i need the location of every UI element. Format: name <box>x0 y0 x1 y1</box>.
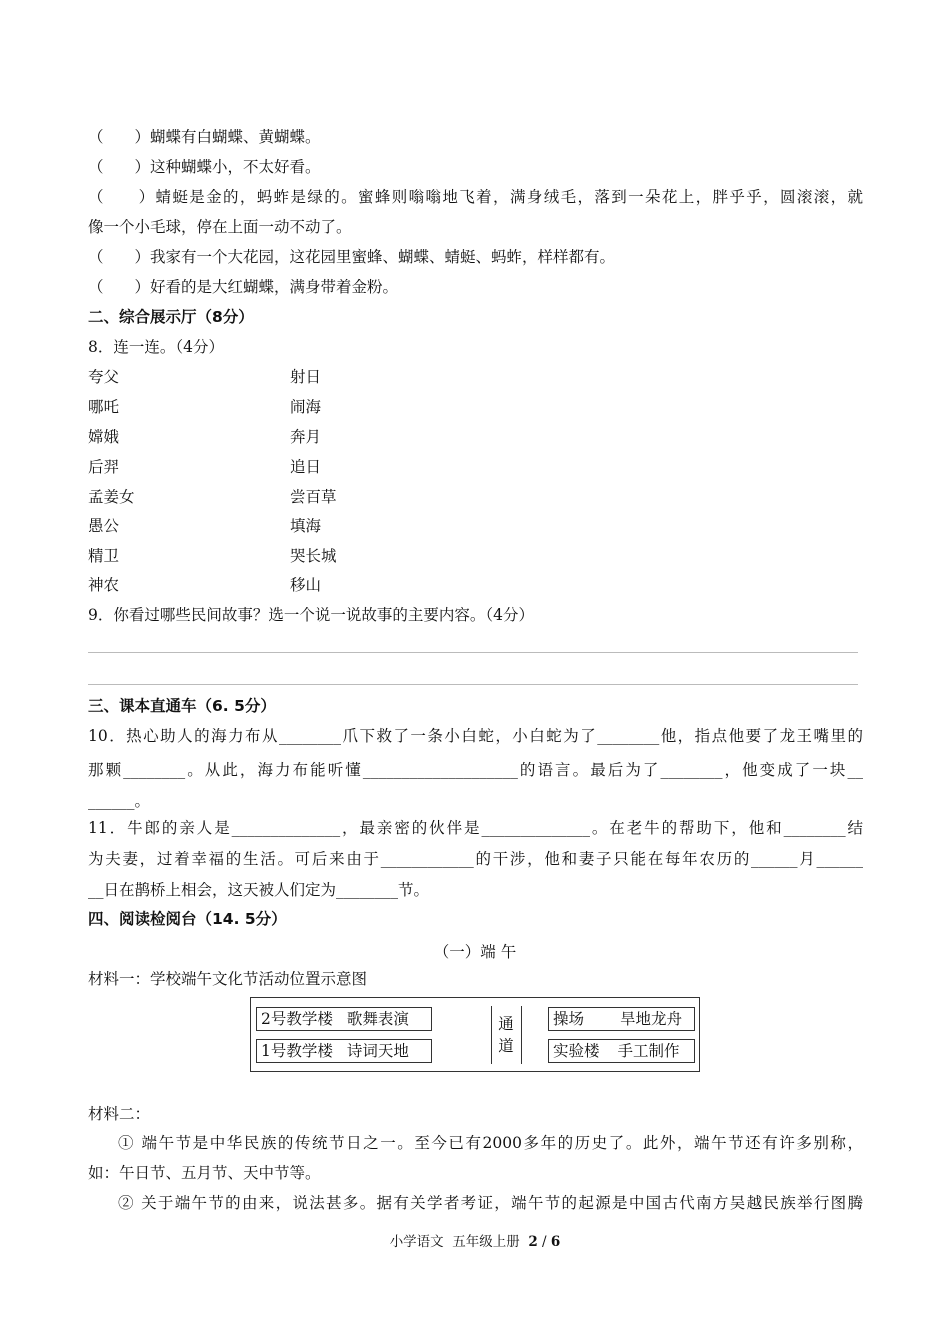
reading-subtitle: （一）端 午 <box>433 943 517 961</box>
material-2-label: 材料二： <box>88 1105 151 1123</box>
activity-name: 歌舞表演 <box>346 1010 409 1028</box>
match-left-item: 嫦娥 <box>88 428 120 446</box>
match-right-item: 奔月 <box>290 428 322 446</box>
option-line: （ ）蝴蝶有白蝴蝶、黄蝴蝶。 <box>88 128 321 146</box>
option-line: （ ）蜻蜓是金的，蚂蚱是绿的。蜜蜂则嗡嗡地飞着，满身绒毛，落到一朵花上，胖乎乎，圆滚滚，就 <box>88 188 863 206</box>
answer-line <box>88 652 858 653</box>
option-line: 像一个小毛球，停在上面一动不动了。 <box>88 218 352 236</box>
material-2-paragraph: ① 端午节是中华民族的传统节日之一。至今已有2000多年的历史了。此外，端午节还有许多别称， <box>118 1134 863 1152</box>
match-left-item: 孟姜女 <box>88 488 135 506</box>
building-box <box>256 1039 432 1063</box>
match-left-item: 哪吒 <box>88 398 120 416</box>
question-11-line: 为夫妻，过着幸福的生活。可后来由于____________的干涉，他和妻子只能在每年农历的______月______ <box>88 850 863 868</box>
question-11-line: 11．牛郎的亲人是______________，最亲密的伙伴是______________。在老牛的帮助下，他和________结 <box>88 819 863 837</box>
match-right-item: 哭长城 <box>290 547 337 565</box>
answer-line <box>88 684 858 685</box>
question-8: 8．连一连。（4分） <box>88 338 224 356</box>
building-name: 实验楼 <box>553 1042 600 1060</box>
option-line: （ ）好看的是大红蝴蝶，满身带着金粉。 <box>88 278 399 296</box>
match-left-item: 愚公 <box>88 517 120 535</box>
building-box <box>548 1007 695 1031</box>
question-10-line: 10．热心助人的海力布从________爪下救了一条小白蛇，小白蛇为了________他，指点他要了龙王嘴里的 <box>88 727 863 745</box>
activity-name: 诗词天地 <box>346 1042 409 1060</box>
building-box <box>548 1039 695 1063</box>
question-11-line: __日在鹊桥上相会，这天被人们定为________节。 <box>88 881 430 899</box>
building-name: 1号教学楼 <box>261 1042 333 1060</box>
page-footer <box>0 1230 950 1250</box>
option-line: （ ）这种蝴蝶小，不太好看。 <box>88 158 321 176</box>
page-separator: / <box>537 1234 551 1250</box>
building-name: 2号教学楼 <box>261 1010 333 1028</box>
section-heading: 四、阅读检阅台（14. 5分） <box>88 910 287 928</box>
question-10-line: ______。 <box>88 792 151 810</box>
section-heading: 二、综合展示厅（8分） <box>88 308 254 326</box>
footer-course: 小学语文 五年级上册 <box>389 1234 529 1250</box>
activity-location-diagram <box>250 997 700 1072</box>
material-2-paragraph: 如：午日节、五月节、天中节等。 <box>88 1164 321 1182</box>
material-1-label: 材料一：学校端午文化节活动位置示意图 <box>88 970 368 988</box>
match-right-item: 尝百草 <box>290 488 337 506</box>
activity-name: 旱地龙舟 <box>620 1010 683 1028</box>
match-right-item: 射日 <box>290 368 322 386</box>
match-left-item: 精卫 <box>88 547 120 565</box>
channel-label: 通 <box>498 1015 514 1033</box>
option-line: （ ）我家有一个大花园，这花园里蜜蜂、蝴蝶、蜻蜓、蚂蚱，样样都有。 <box>88 248 616 266</box>
match-left-item: 后羿 <box>88 458 120 476</box>
section-heading: 三、课本直通车（6. 5分） <box>88 697 276 715</box>
page-number: 2 <box>528 1234 538 1250</box>
activity-name: 手工制作 <box>617 1042 680 1060</box>
building-name: 操场 <box>553 1010 585 1028</box>
channel-label: 道 <box>498 1037 514 1055</box>
material-2-paragraph: ② 关于端午节的由来，说法甚多。据有关学者考证，端午节的起源是中国古代南方吴越民族举行图腾 <box>118 1194 863 1212</box>
building-box <box>256 1007 432 1031</box>
match-right-item: 闹海 <box>290 398 322 416</box>
match-right-item: 追日 <box>290 458 322 476</box>
question-10-line: 那颗________。从此，海力布能听懂____________________的语言。最后为了________，他变成了一块__ <box>88 761 863 779</box>
match-right-item: 移山 <box>290 576 322 594</box>
match-right-item: 填海 <box>290 517 322 535</box>
channel-border <box>491 1006 492 1064</box>
question-9: 9．你看过哪些民间故事？选一个说一说故事的主要内容。（4分） <box>88 606 534 624</box>
match-left-item: 神农 <box>88 576 120 594</box>
page-total: 6 <box>550 1234 561 1250</box>
match-left-item: 夸父 <box>88 368 120 386</box>
channel-border <box>521 1006 522 1064</box>
